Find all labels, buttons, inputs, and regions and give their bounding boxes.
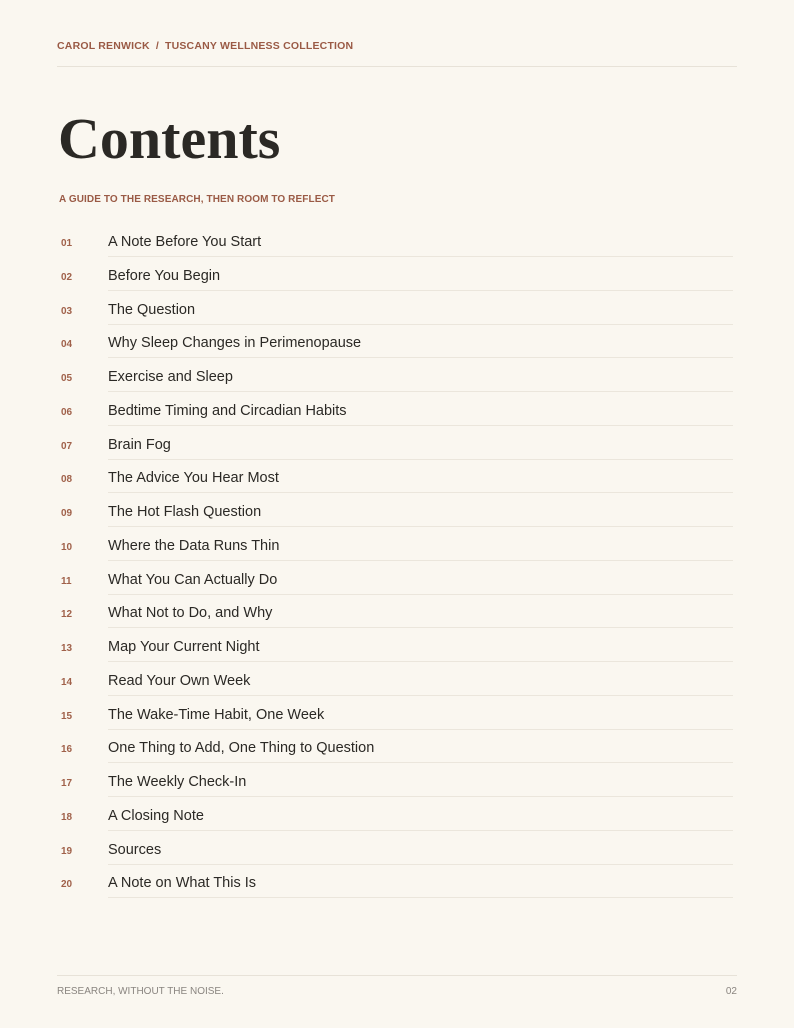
toc-entry-divider — [108, 357, 733, 358]
toc-entry-title[interactable]: Map Your Current Night — [108, 639, 260, 655]
page-number: 02 — [725, 986, 737, 997]
toc-entry[interactable] — [0, 260, 794, 294]
toc-entry[interactable] — [0, 800, 794, 834]
collection-name: TUSCANY WELLNESS COLLECTION — [164, 40, 354, 52]
toc-entry-title[interactable]: What Not to Do, and Why — [108, 605, 273, 622]
toc-entry-number: 20 — [61, 879, 73, 891]
toc-entry[interactable] — [0, 699, 794, 733]
toc-entry-divider — [108, 256, 733, 257]
toc-entry[interactable] — [0, 867, 794, 901]
toc-entry-divider — [108, 627, 733, 628]
toc-entry-title[interactable]: Before You Begin — [108, 267, 221, 284]
toc-entry-number: 02 — [61, 271, 73, 283]
toc-entry[interactable] — [0, 361, 794, 395]
toc-entry-number: 09 — [61, 508, 73, 519]
toc-entry[interactable] — [0, 732, 794, 766]
toc-entry-title[interactable]: Sources — [108, 841, 162, 858]
toc-entry-title[interactable]: The Wake-Time Habit, One Week — [108, 706, 325, 723]
toc-entry-divider — [108, 729, 733, 730]
toc-entry[interactable] — [0, 294, 794, 328]
toc-entry[interactable] — [0, 665, 794, 699]
footer-divider — [57, 975, 737, 976]
toc-entry-divider — [108, 594, 733, 595]
toc-entry-title[interactable]: Brain Fog — [108, 436, 171, 453]
toc-entry-title[interactable]: The Weekly Check-In — [108, 774, 247, 790]
toc-entry[interactable] — [0, 395, 794, 429]
toc-entry-number: 08 — [61, 474, 73, 486]
footer-tagline: RESEARCH, WITHOUT THE NOISE. — [57, 986, 224, 997]
toc-entry[interactable] — [0, 496, 794, 530]
toc-entry-divider — [108, 560, 733, 561]
toc-entry-divider — [108, 695, 733, 696]
toc-entry-divider — [108, 492, 733, 493]
toc-entry-divider — [108, 391, 733, 392]
page-title: Contents — [58, 106, 281, 171]
toc-entry-number: 06 — [61, 406, 73, 418]
toc-entry[interactable] — [0, 429, 794, 463]
toc-entry-title[interactable]: What You Can Actually Do — [108, 571, 278, 588]
table-of-contents — [0, 226, 794, 901]
toc-entry-title[interactable]: Read Your Own Week — [108, 672, 251, 689]
toc-entry-number: 19 — [61, 845, 73, 857]
toc-entry-number: 13 — [61, 643, 73, 654]
toc-entry-number: 11 — [61, 575, 72, 587]
author-name: CAROL RENWICK — [57, 40, 150, 52]
toc-entry[interactable] — [0, 327, 794, 361]
toc-entry-number: 12 — [61, 609, 73, 621]
toc-entry-title[interactable]: One Thing to Add, One Thing to Question — [108, 740, 375, 757]
toc-entry-divider — [108, 762, 733, 763]
toc-entry-number: 07 — [61, 440, 73, 452]
toc-entry[interactable] — [0, 766, 794, 800]
toc-entry-divider — [108, 425, 733, 426]
toc-entry-title[interactable]: Why Sleep Changes in Perimenopause — [108, 335, 362, 352]
toc-entry-title[interactable]: A Note Before You Start — [108, 234, 262, 250]
toc-entry-title[interactable]: The Question — [108, 301, 196, 318]
page-subtitle: A GUIDE TO THE RESEARCH, THEN ROOM TO REFLECT — [59, 194, 335, 205]
toc-entry-divider — [108, 864, 733, 865]
toc-entry-number: 17 — [61, 778, 73, 789]
toc-entry-title[interactable]: A Closing Note — [108, 807, 204, 824]
toc-entry-divider — [108, 290, 733, 291]
toc-entry-number: 04 — [61, 339, 73, 351]
toc-entry-number: 16 — [61, 744, 73, 756]
toc-entry-number: 03 — [61, 305, 73, 317]
running-header — [57, 40, 737, 67]
toc-entry[interactable] — [0, 564, 794, 598]
toc-entry-number: 10 — [61, 541, 73, 553]
toc-entry-divider — [108, 897, 733, 898]
header-separator: / — [155, 40, 159, 52]
toc-entry-divider — [108, 459, 733, 460]
toc-entry-title[interactable]: The Advice You Hear Most — [108, 470, 279, 487]
toc-entry-divider — [108, 830, 733, 831]
toc-entry[interactable] — [0, 462, 794, 496]
toc-entry-divider — [108, 796, 733, 797]
toc-entry-title[interactable]: Exercise and Sleep — [108, 369, 233, 385]
toc-entry-number: 05 — [61, 373, 73, 384]
toc-entry-title[interactable]: A Note on What This Is — [108, 875, 257, 892]
toc-entry[interactable] — [0, 530, 794, 564]
toc-entry[interactable] — [0, 597, 794, 631]
toc-entry-title[interactable]: Where the Data Runs Thin — [108, 537, 280, 554]
toc-entry-number: 14 — [61, 676, 73, 688]
toc-entry-number: 15 — [61, 710, 73, 722]
toc-entry-divider — [108, 324, 733, 325]
toc-entry-divider — [108, 526, 733, 527]
toc-entry-title[interactable]: The Hot Flash Question — [108, 504, 262, 520]
toc-entry-number: 18 — [61, 811, 73, 823]
toc-entry-title[interactable]: Bedtime Timing and Circadian Habits — [108, 402, 347, 419]
toc-entry-number: 01 — [61, 238, 73, 249]
toc-entry-divider — [108, 661, 733, 662]
toc-entry[interactable] — [0, 226, 794, 260]
toc-entry[interactable] — [0, 834, 794, 868]
toc-entry[interactable] — [0, 631, 794, 665]
